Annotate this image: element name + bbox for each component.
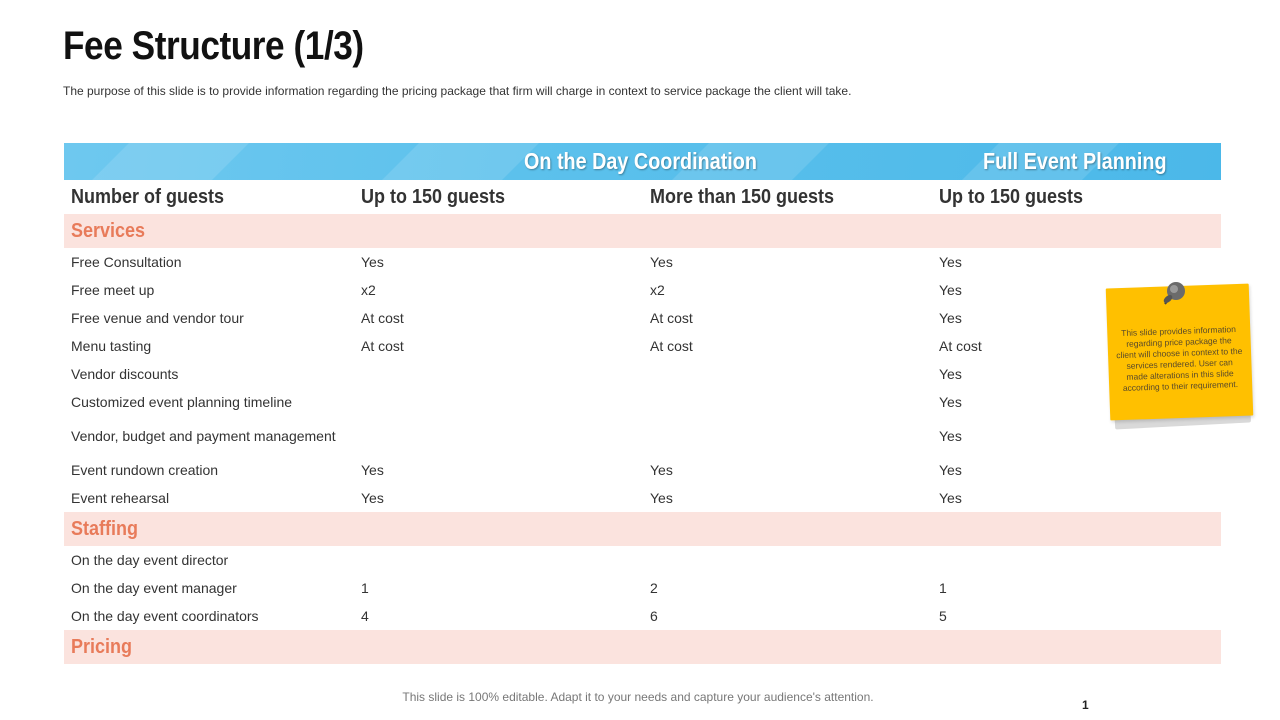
row-label: Vendor discounts [71,366,179,382]
band-label-on-the-day-coordination: On the Day Coordination [524,148,757,174]
table-row [64,332,1221,360]
table-cell: Yes [360,462,384,478]
sticky-note-text: This slide provides information regarding price package the client will choose in context to the services rendered. User can made alterations in this slide according to their requirement. [1116,324,1243,393]
table-row [64,484,1221,512]
table-cell: 6 [649,608,658,624]
row-label: Menu tasting [71,338,152,354]
section-header-staffing [64,512,1221,546]
table-row [64,248,1221,276]
table-cell: x2 [360,282,376,298]
table-row [64,388,1221,416]
column-header: Up to 150 guests [360,185,506,208]
table-cell: At cost [649,338,693,354]
table-cell: 1 [938,580,947,596]
slide-footer: This slide is 100% editable. Adapt it to your needs and capture your audience's attention. [402,690,874,704]
table-row [64,574,1221,602]
table-row [64,546,1221,574]
table-cell: Yes [938,428,962,444]
row-label: Vendor, budget and payment management [71,428,336,444]
services-rows [64,248,1221,512]
row-label: On the day event manager [71,580,237,596]
table-cell: At cost [360,310,404,326]
table-cell: x2 [649,282,665,298]
table-cell: Yes [649,490,673,506]
section-label: Pricing [71,635,133,658]
table-cell: 4 [360,608,369,624]
table-cell: 2 [649,580,658,596]
table-row [64,416,1221,456]
table-cell: Yes [360,490,384,506]
table-cell: Yes [938,254,962,270]
table-cell: Yes [938,462,962,478]
table-cell: At cost [360,338,404,354]
pushpin-icon [1156,277,1190,311]
slide-subtitle: The purpose of this slide is to provide information regarding the pricing package that firm will charge in context to service package the client will take. [63,84,852,98]
table-cell: Yes [938,366,962,382]
row-label: Event rehearsal [71,490,170,506]
table-row [64,602,1221,630]
slide-title: Fee Structure (1/3) [63,24,364,68]
table-header-band [64,143,1221,180]
column-header: Up to 150 guests [938,185,1084,208]
row-label: On the day event coordinators [71,608,259,624]
section-header-services [64,214,1221,248]
staffing-rows [64,546,1221,630]
table-cell: 5 [938,608,947,624]
row-label: Free Consultation [71,254,182,270]
row-label: Free venue and vendor tour [71,310,244,326]
column-header: Number of guests [71,185,225,208]
table-row [64,456,1221,484]
table-cell: Yes [649,254,673,270]
table-row [64,276,1221,304]
fee-table [64,143,1221,664]
section-label: Staffing [71,517,138,540]
row-label: Customized event planning timeline [71,394,293,410]
section-header-pricing [64,630,1221,664]
row-label: Free meet up [71,282,155,298]
row-label: On the day event director [71,552,229,568]
table-column-header-row [64,180,1221,214]
band-label-full-event-planning: Full Event Planning [983,148,1167,174]
table-cell: Yes [938,490,962,506]
table-cell: Yes [938,394,962,410]
table-row [64,360,1221,388]
table-cell: At cost [938,338,982,354]
table-cell: Yes [938,282,962,298]
page-number: 1 [1082,698,1089,712]
table-cell: Yes [649,462,673,478]
table-cell: Yes [360,254,384,270]
table-row [64,304,1221,332]
table-cell: 1 [360,580,369,596]
table-cell: Yes [938,310,962,326]
row-label: Event rundown creation [71,462,219,478]
column-header: More than 150 guests [649,185,835,208]
section-label: Services [71,219,146,242]
table-cell: At cost [649,310,693,326]
